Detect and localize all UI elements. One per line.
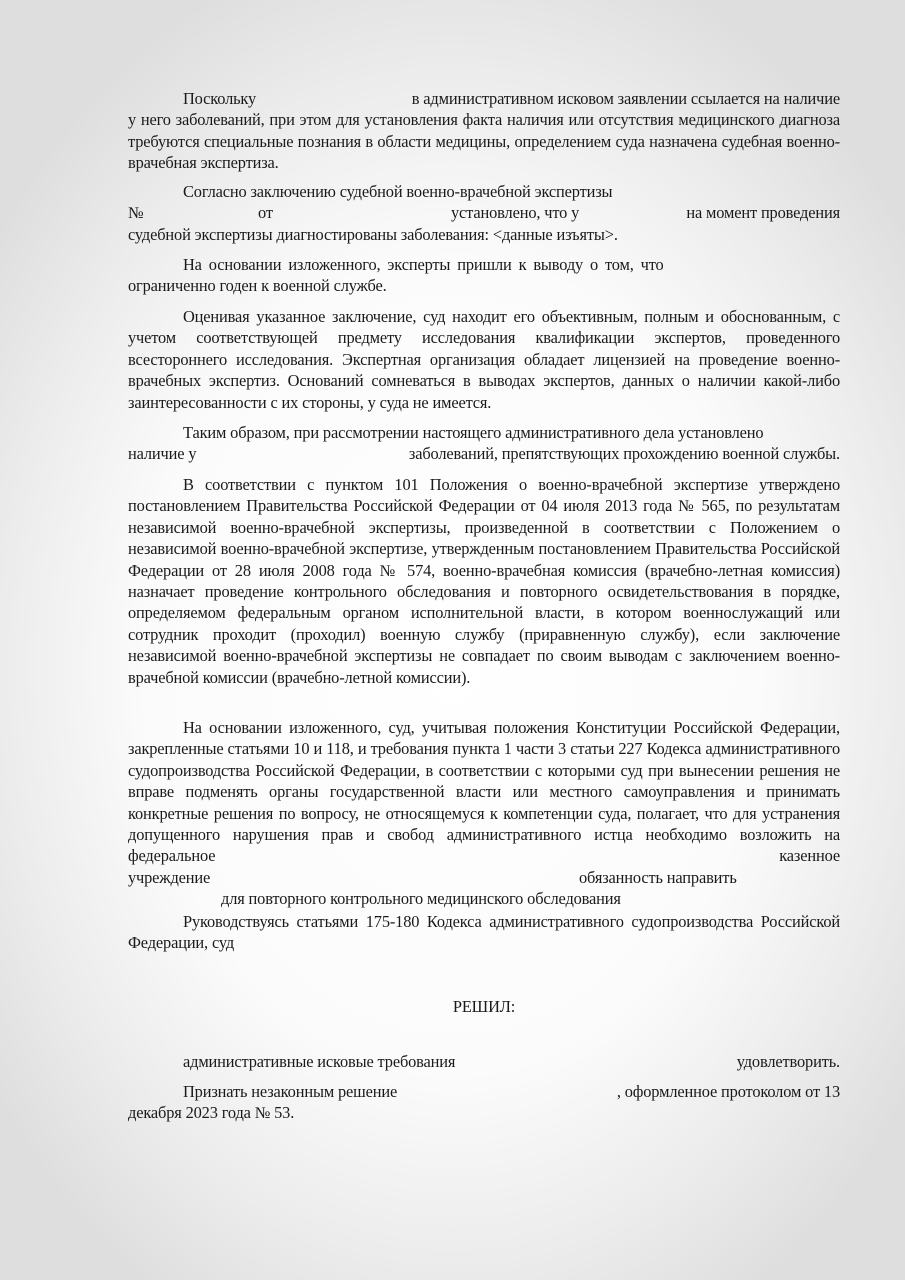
paragraph-5 <box>128 422 840 465</box>
p7-institution: учреждение <box>128 867 211 887</box>
paragraph-4 <box>128 306 840 413</box>
decision-heading <box>128 996 840 1017</box>
p1-start: Поскольку <box>183 89 257 108</box>
p6-text: В соответствии с пунктом 101 Положения о военно-врачебной экспертизе утверждено постановлением Правительства Российской Федерации от 04 июля 2013 года № 565, по результатам независимой военно-врачебной экспертизы, произведенной в соответствии с Положением о независимой военно-врачебной экспертизе, утвержденным постановлением Правительства Российской Федерации от 28 июля 2008 года № 574, военно-врачебная комиссия (врачебно-летная комиссия) назначает проведение контрольного обследования и повторного освидетельствования в порядке, определяемом федеральным органом исполнительной власти, в котором военнослужащий или сотрудник проходит (проходил) военную службу (приравненную службу), если заключение независимой военно-врачебной экспертизы не совпадает по своим выводам с заключением военно-врачебной комиссии (врачебно-летной комиссии). <box>128 475 840 687</box>
p2-number-label: № <box>128 203 144 223</box>
p2-moment: на момент проведения <box>686 203 840 223</box>
p2-line1: Согласно заключению судебной военно-врачебной экспертизы <box>183 182 613 201</box>
p9-claims: административные исковые требования <box>183 1052 456 1071</box>
paragraph-6 <box>128 474 840 688</box>
p7-line9: для повторного контрольного медицинского обследования <box>221 889 621 909</box>
p2-date-label: от <box>258 203 273 223</box>
p5-line2-start: наличие у <box>128 444 197 464</box>
paragraph-3 <box>128 254 840 297</box>
p4-text: Оценивая указанное заключение, суд находит его объективным, полным и обоснованным, с учетом соответствующей предмету исследования квалификации экспертов, проведенного всестороннего исследования. Экспертная организация обладает лицензией на проведение военно-врачебных экспертиз. Оснований сомневаться в выводах экспертов, данных о наличии какой-либо заинтересованности с их стороны, у суда не имеется. <box>128 307 840 412</box>
paragraph-7 <box>128 717 840 910</box>
paragraph-9 <box>128 1051 840 1072</box>
p7-text: На основании изложенного, суд, учитывая положения Конституции Российской Федерации, закрепленные статьями 10 и 118, и требования пункта 1 части 3 статьи 227 Кодекса административного судопроизводства Российской Федерации, в соответствии с которыми суд при вынесении решения не вправе подменять органы государственной власти или местного самоуправления и принимать конкретные решения по вопросу, не относящемуся к компетенции суда, полагает, что для устранения допущенного нарушения прав и свобод административного истца необходимо возложить на федеральное казенное <box>128 718 840 866</box>
p10-protocol: , оформленное протоколом от 13 <box>616 1082 840 1101</box>
p1-rest: у него заболеваний, при этом для установления факта наличия или отсутствия медицинского диагноза требуются специальные познания в области медицины, определением суда назначена судебная военно-врачебная экспертиза. <box>128 110 840 173</box>
paragraph-1 <box>128 88 840 174</box>
p2-line3: судебной экспертизы диагностированы заболевания: <данные изъяты>. <box>128 224 618 244</box>
p2-established: установлено, что у <box>451 203 580 223</box>
p10-date: декабря 2023 года № 53. <box>128 1103 295 1123</box>
p7-obligation: обязанность направить <box>579 867 737 887</box>
paragraph-10 <box>128 1081 840 1124</box>
p9-satisfy: удовлетворить. <box>736 1052 840 1071</box>
p3-line2: ограниченно годен к военной службе. <box>128 276 387 296</box>
p3-line1: На основании изложенного, эксперты пришли к выводу о том, что <box>183 255 664 274</box>
p10-recognize: Признать незаконным решение <box>183 1082 398 1101</box>
paragraph-8 <box>128 911 840 954</box>
p1-line1-end: в административном исковом заявлении ссылается на наличие <box>411 89 840 108</box>
p5-line2-end: заболеваний, препятствующих прохождению военной службы. <box>408 444 840 464</box>
paragraph-2 <box>128 181 840 245</box>
p5-line1: Таким образом, при рассмотрении настоящего административного дела установлено <box>183 423 764 442</box>
p8-text: Руководствуясь статьями 175-180 Кодекса административного судопроизводства Российской Федерации, суд <box>128 912 840 953</box>
decided-label: РЕШИЛ: <box>452 997 516 1016</box>
